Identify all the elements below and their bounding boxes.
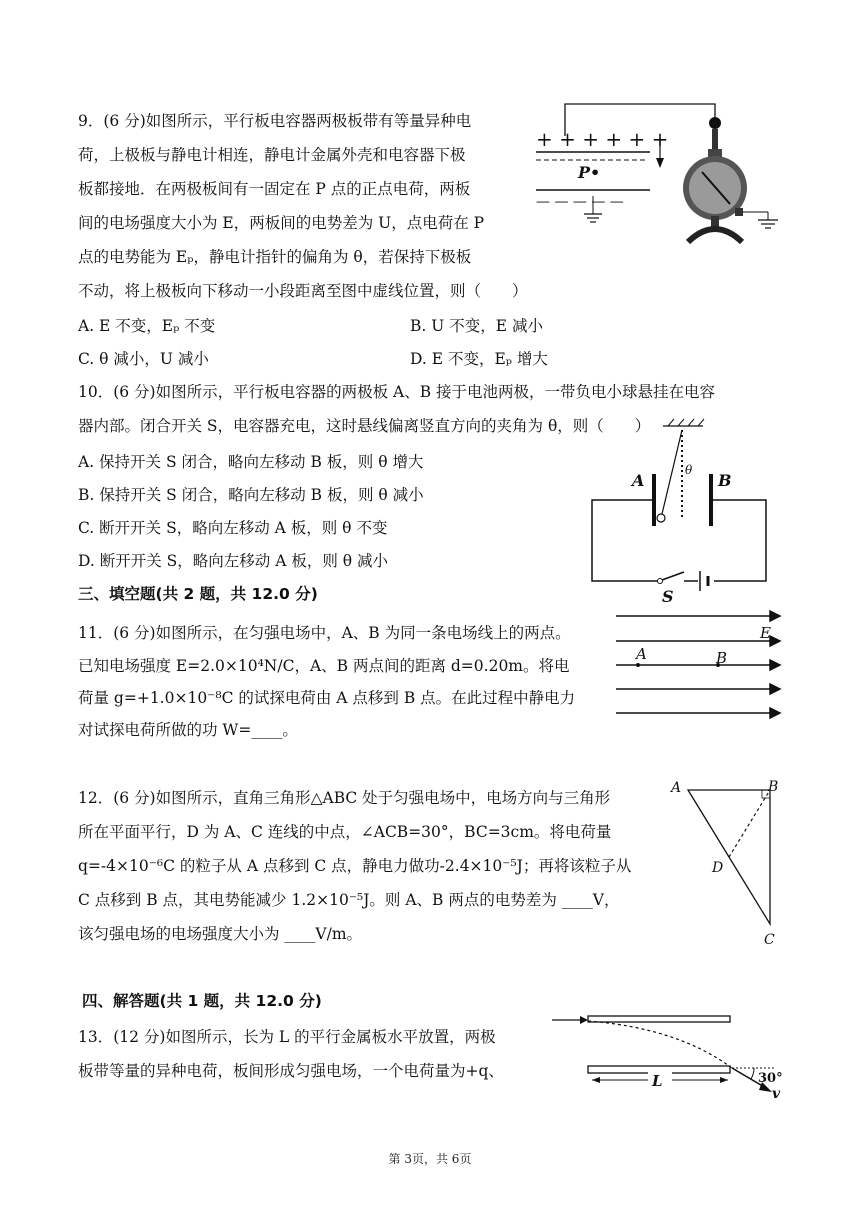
q11-field-lines-figure	[612, 606, 782, 721]
q13-line: 板带等量的异种电荷，板间形成匀强电场，一个电荷量为+q、	[78, 1062, 504, 1080]
q10-option-b: B. 保持开关 S 闭合，略向左移动 B 板，则 θ 减小	[78, 486, 424, 504]
q13-line: 13．(12 分)如图所示，长为 L 的平行金属板水平放置，两极	[78, 1028, 496, 1046]
q11-point-b-label: B	[716, 649, 728, 667]
section-heading-answer: 四、解答题(共 1 题，共 12.0 分)	[82, 992, 322, 1010]
q12-vertex-c-label: C	[764, 932, 775, 948]
q12-vertex-a-label: A	[671, 780, 682, 796]
page-footer: 第 3页，共 6页	[388, 1152, 472, 1166]
q9-line: 间的电场强度大小为 E，两板间的电势差为 U，点电荷在 P	[78, 214, 485, 232]
q11-line: 荷量 g=+1.0×10⁻⁸C 的试探电荷由 A 点移到 B 点。在此过程中静电力	[78, 689, 576, 707]
q10-option-c: C. 断开开关 S，略向左移动 A 板，则 θ 不变	[78, 519, 388, 537]
q11-line: 已知电场强度 E=2.0×10⁴N/C，A、B 两点间的距离 d=0.20m。将电	[78, 657, 570, 675]
q9-line: 不动，将上极板向下移动一小段距离至图中虚线位置，则（ ）	[78, 282, 528, 300]
q11-line: 11．(6 分)如图所示，在匀强电场中，A、B 为同一条电场线上的两点。	[78, 624, 571, 642]
q11-field-e-label: E	[760, 624, 771, 642]
q12-triangle-figure	[668, 774, 788, 954]
q13-length-label: L	[652, 1072, 663, 1090]
section-heading-fill-in: 三、填空题(共 2 题，共 12.0 分)	[78, 585, 318, 603]
q9-option-b: B. U 不变，E 减小	[410, 317, 543, 335]
q12-line: 该匀强电场的电场强度大小为 ____V/m。	[78, 925, 363, 943]
q9-minus-charges: — — — — —	[536, 194, 624, 210]
q10-plate-a-label: A	[632, 471, 645, 490]
q10-theta-label: θ	[685, 463, 693, 477]
q11-point-a-label: A	[636, 645, 647, 663]
q12-line: 所在平面平行，D 为 A、C 连线的中点，∠ACB=30°，BC=3cm。将电荷量	[78, 823, 612, 841]
q13-velocity-label: v	[772, 1086, 781, 1100]
q9-line: 点的电势能为 Eₚ，静电计指针的偏角为 θ，若保持下极板	[78, 248, 472, 266]
q9-line: 板都接地．在两极板间有一固定在 P 点的正点电荷，两板	[78, 180, 471, 198]
q9-plus-charges: + + + + + +	[536, 127, 669, 151]
q13-angle-label: 30°	[758, 1071, 783, 1086]
q13-deflection-figure	[548, 1008, 788, 1100]
q10-option-d: D. 断开开关 S，略向左移动 A 板，则 θ 减小	[78, 552, 389, 570]
q10-plate-b-label: B	[718, 471, 732, 490]
q12-vertex-b-label: B	[768, 779, 779, 795]
q12-line: 12．(6 分)如图所示，直角三角形△ABC 处于匀强电场中，电场方向与三角形	[78, 789, 611, 807]
q12-line: C 点移到 B 点，其电势能减少 1.2×10⁻⁵J。则 A、B 两点的电势差为 ____V，	[78, 891, 620, 909]
q9-capacitor-electrometer-figure	[530, 96, 785, 248]
q10-line: 10．(6 分)如图所示，平行板电容器的两极板 A、B 接于电池两极，一带负电小球悬挂在电容	[78, 383, 716, 401]
q10-option-a: A. 保持开关 S 闭合，略向左移动 B 板，则 θ 增大	[78, 453, 424, 471]
q11-line: 对试探电荷所做的功 W=____。	[78, 721, 298, 739]
q10-switch-label: S	[662, 587, 674, 606]
q9-point-p-label: P•	[578, 163, 601, 182]
q10-line: 器内部。闭合开关 S，电容器充电，这时悬线偏离竖直方向的夹角为 θ，则（ ）	[78, 417, 651, 435]
q9-option-c: C. θ 减小，U 减小	[78, 350, 209, 368]
q9-line: 9．(6 分)如图所示，平行板电容器两极板带有等量异种电	[78, 112, 472, 130]
q9-option-d: D. E 不变，Eₚ 增大	[410, 350, 548, 368]
q12-point-d-label: D	[712, 860, 724, 876]
q9-line: 荷，上极板与静电计相连，静电计金属外壳和电容器下极	[78, 146, 466, 164]
q12-line: q=-4×10⁻⁶C 的粒子从 A 点移到 C 点，静电力做功-2.4×10⁻⁵J；再将该粒子从	[78, 857, 632, 875]
q10-capacitor-circuit-figure	[588, 416, 773, 606]
q9-option-a: A. E 不变，Eₚ 不变	[78, 317, 216, 335]
